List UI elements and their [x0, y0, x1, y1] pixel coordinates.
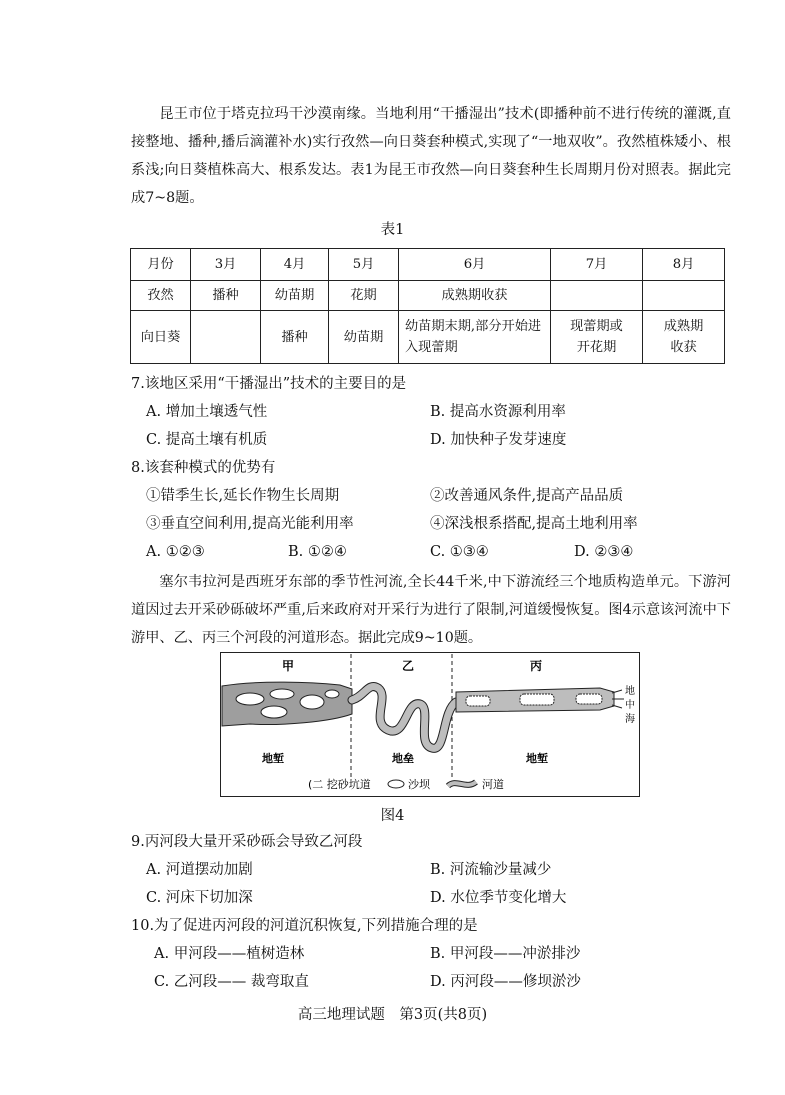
sand-bar: [236, 693, 264, 705]
segment-label-yi: 乙: [402, 659, 415, 673]
q8-statement-2: ②改善通风条件,提高产品品质: [430, 488, 624, 504]
table-row-cumin: [131, 281, 725, 311]
table-cell: [191, 311, 261, 364]
question-10-stem: 10.为了促进丙河段的河道沉积恢复,下列措施合理的是: [131, 918, 478, 934]
growth-cycle-table: [130, 248, 725, 364]
river-channel-yi: [352, 687, 456, 749]
river-mouth: [612, 690, 624, 708]
table-cell: 播种: [261, 311, 329, 364]
segment-label-jia: 甲: [282, 659, 295, 673]
table-cell: 播种: [191, 281, 261, 311]
horst-label: 地垒: [392, 752, 414, 765]
table-caption: 表1: [380, 222, 405, 238]
intro-paragraph-2: 塞尔韦拉河是西班牙东部的季节性河流,全长44千米,中下游流经三个地质构造单元。下游河道因过去开采砂砾破坏严重,后来政府对开采行为进行了限制,河道缓慢恢复。图4示意该河流中下游甲、乙、丙三个河段的河道形态。据此完成9~10题。: [131, 574, 731, 646]
q10-option-c[interactable]: C. 乙河段—— 裁弯取直: [154, 974, 309, 990]
sea-label-2: 中: [625, 700, 635, 711]
q8-statement-4: ④深浅根系搭配,提高土地利用率: [430, 516, 638, 532]
table-cell: 5月: [329, 249, 399, 281]
table-cell: 孜然: [131, 281, 191, 311]
q10-option-d[interactable]: D. 丙河段——修坝淤沙: [430, 974, 581, 990]
figure-caption: 图4: [380, 808, 405, 824]
q8-option-b[interactable]: B. ①②④: [288, 544, 347, 560]
table-cell: 现蕾期或开花期: [551, 311, 643, 364]
q10-option-a[interactable]: A. 甲河段——植树造林: [154, 946, 305, 962]
legend-pit-label: (二 挖砂坑道: [308, 778, 371, 791]
segment-label-bing: 丙: [530, 659, 543, 673]
table-row-sunflower: [131, 311, 725, 364]
table-cell: 成熟期收获: [643, 311, 725, 364]
table-cell: 幼苗期末期,部分开始进入现蕾期: [399, 311, 551, 364]
q9-option-a[interactable]: A. 河道摆动加剧: [146, 862, 253, 878]
sand-pit: [520, 694, 554, 705]
q9-option-c[interactable]: C. 河床下切加深: [146, 890, 253, 906]
table-cell: 3月: [191, 249, 261, 281]
sea-label-3: 海: [625, 714, 635, 725]
table-cell: 花期: [329, 281, 399, 311]
sand-bar: [261, 706, 287, 718]
legend-channel-label: 河道: [482, 778, 504, 791]
q8-option-c[interactable]: C. ①③④: [430, 544, 489, 560]
legend-bar-label: 沙坝: [408, 778, 430, 791]
legend-bar-symbol: [388, 780, 404, 788]
q8-option-a[interactable]: A. ①②③: [146, 544, 205, 560]
table-cell: 4月: [261, 249, 329, 281]
table-cell: [643, 281, 725, 311]
question-9-stem: 9.丙河段大量开采砂砾会导致乙河段: [131, 834, 363, 850]
q7-option-a[interactable]: A. 增加土壤透气性: [146, 404, 268, 420]
q8-statement-3: ③垂直空间利用,提高光能利用率: [146, 516, 354, 532]
graben-label-right: 地堑: [526, 752, 548, 765]
legend-channel-symbol: [448, 782, 476, 786]
q7-option-b[interactable]: B. 提高水资源利用率: [430, 404, 566, 420]
river-figure: [220, 652, 640, 797]
table-header-row: [131, 249, 725, 281]
q8-statement-1: ①错季生长,延长作物生长周期: [146, 488, 340, 504]
question-7-stem: 7.该地区采用“干播湿出”技术的主要目的是: [131, 376, 407, 392]
table-cell: 6月: [399, 249, 551, 281]
table-cell: 8月: [643, 249, 725, 281]
q9-option-d[interactable]: D. 水位季节变化增大: [430, 890, 567, 906]
table-cell: 幼苗期: [261, 281, 329, 311]
graben-label-left: 地堑: [262, 752, 284, 765]
table-cell: [551, 281, 643, 311]
q8-option-d[interactable]: D. ②③④: [574, 544, 634, 560]
q7-option-d[interactable]: D. 加快种子发芽速度: [430, 432, 567, 448]
sand-bar: [300, 695, 324, 709]
q10-option-b[interactable]: B. 甲河段——冲淤排沙: [430, 946, 581, 962]
sand-pit: [576, 694, 602, 704]
sand-bar: [270, 689, 294, 699]
table-cell: 幼苗期: [329, 311, 399, 364]
table-cell: 成熟期收获: [399, 281, 551, 311]
q7-option-c[interactable]: C. 提高土壤有机质: [146, 432, 268, 448]
table-cell: 7月: [551, 249, 643, 281]
question-8-stem: 8.该套种模式的优势有: [131, 460, 276, 476]
intro-paragraph-1: 昆王市位于塔克拉玛干沙漠南缘。当地利用“干播湿出”技术(即播种前不进行传统的灌溉,直接整地、播种,播后滴灌补水)实行孜然—向日葵套种模式,实现了“一地双收”。孜然植株矮小、根系浅;向日葵植株高大、根系发达。表1为昆王市孜然—向日葵套种生长周期月份对照表。据此完成7~8题。: [131, 106, 731, 206]
sand-pit: [466, 696, 490, 706]
page-footer: 高三地理试题 第3页(共8页): [297, 1007, 488, 1023]
q9-option-b[interactable]: B. 河流输沙量减少: [430, 862, 552, 878]
sea-label-1: 地: [625, 686, 635, 697]
sand-bar: [325, 690, 339, 698]
table-cell: 月份: [131, 249, 191, 281]
table-cell: 向日葵: [131, 311, 191, 364]
